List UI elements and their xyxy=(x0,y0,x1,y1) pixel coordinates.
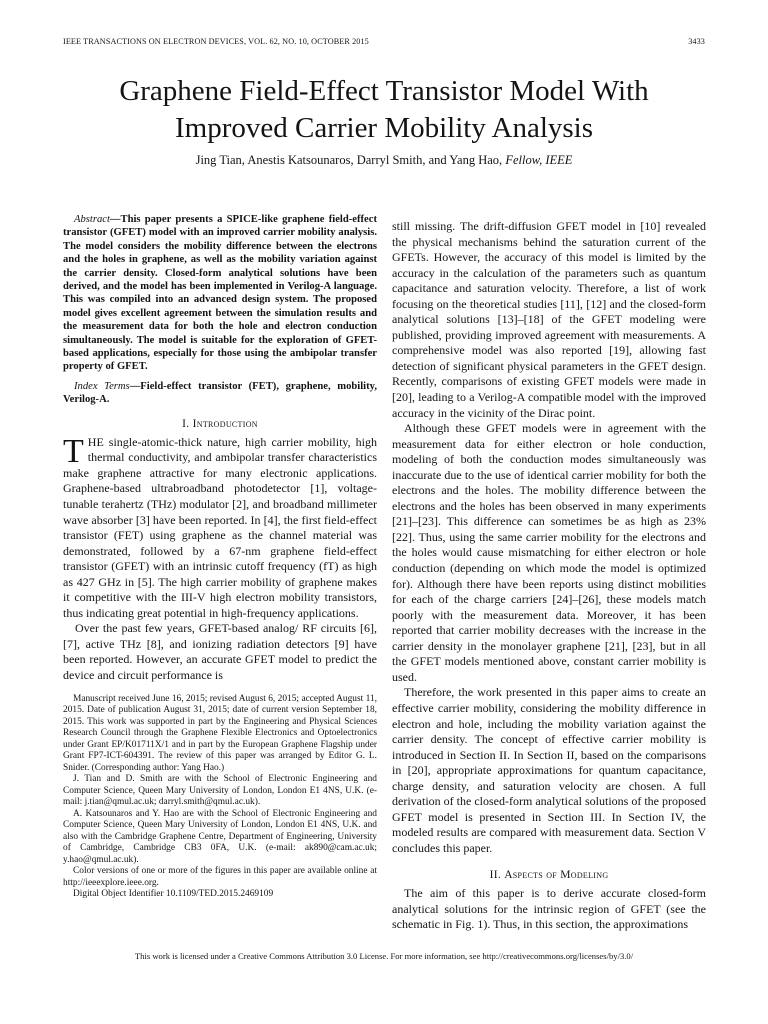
page-number: 3433 xyxy=(688,37,705,46)
section-number: I. xyxy=(182,418,193,431)
footnote-manuscript: Manuscript received June 16, 2015; revised August 6, 2015; accepted August 11, 2015. Date of publication August 31, 2015; date of current version September 18, 2015. This work was supported in part by the Engineering and Physical Sciences Research Council through the Graphene Flexible Electronics and Optoelectronics under Grant EP/K01711X/1 and in part by the European Graphene Flagship under Grant FP7-ICT-604391. The review of this paper was arranged by Editor G. L. Snider. (Corresponding author: Yang Hao.) xyxy=(63,693,377,773)
body-paragraph-1: still missing. The drift-diffusion GFET model in [10] revealed the physical mechanisms behind the saturation current of the GFETs. However, the accuracy of this model is limited by the accuracy in the calculation of the parameters such as quantum capacitance and saturation velocity. Therefore, a list of work focusing on the theoretical studies [11], [12] and the closed-form analytical solutions [13]–[18] of the GFET modeling were published, providing improved agreement with measurements. A comprehensive model was also reported [19], allowing fast detection of significant physical parameters in the GFET design. Recently, comparisons of existing GFET models were made in [20], leading to a Verilog-A compatible model with the improved accuracy in the vicinity of the Dirac point. xyxy=(392,219,706,420)
footnote-color-versions: Color versions of one or more of the figures in this paper are available online at http://ieeexplore.ieee.org. xyxy=(63,866,377,888)
footnote-affiliation-2: A. Katsounaros and Y. Hao are with the School of Electronic Engineering and Computer Science, Queen Mary University of London, London E1 4NS, U.K. and also with the Cambridge Graphene Centre, Department of Engineering, University of Cambridge, Cambridge CB3 0FA, U.K. (e-mail: ak890@cam.ac.uk; y.hao@qmul.ac.uk). xyxy=(63,808,377,865)
footnote-affiliation-1: J. Tian and D. Smith are with the School of Electronic Engineering and Computer Science, Queen Mary University of London, London E1 4NS, U.K. (e-mail: j.tian@qmul.ac.uk; darryl.smith@qmul.ac.uk). xyxy=(63,774,377,808)
section-number: II. xyxy=(489,869,505,882)
intro-first-word: HE xyxy=(87,434,104,449)
section-title: Aspects of Modeling xyxy=(504,869,609,882)
abstract-text: —This paper presents a SPICE-like graphene field-effect transistor (GFET) model with an improved carrier mobility analysis. The model considers the mobility difference between the electrons and the holes in graphene, as well as the mobility variation against the carrier density. Closed-form analytical solutions have been derived, and the model has been implemented in Verilog-A language. This was compiled into an advanced design system. The proposed model gives excellent agreement between the simulation results and the measurement data for both the hole and electron conduction simultaneously. The model is suitable for the exploration of GFET-based applications, especially for those using the ambipolar transfer property of GFET. xyxy=(63,214,377,373)
section-heading-modeling xyxy=(392,868,706,884)
index-terms-lead: Index Terms xyxy=(74,380,130,392)
author-list xyxy=(40,153,728,168)
author-affiliation: Fellow, IEEE xyxy=(505,153,573,167)
footnote-doi: Digital Object Identifier 10.1109/TED.2015.2469109 xyxy=(73,889,274,900)
section-title: Introduction xyxy=(192,418,258,431)
title-line-2: Improved Carrier Mobility Analysis xyxy=(174,112,594,144)
drop-cap: T xyxy=(63,432,84,470)
author-names: Jing Tian, Anestis Katsounaros, Darryl Smith, and Yang Hao, xyxy=(195,153,506,167)
paper-title xyxy=(40,73,728,147)
intro-text-1: single-atomic-thick nature, high carrier mobility, high thermal conductivity, and ambipolar transfer characteristics make graphene attractive for many electronic applications. Graphene-based ultrabroadband photodetector [1], voltage-tunable terahertz (THz) modulator [2], and broadband millimeter wave absorber [3] have been reported. In [4], the first field-effect transistor (FET) using graphene as the channel material was demonstrated, followed by a 67-nm graphene field-effect transistor (GFET) with an intrinsic cutoff frequency (fT) as high as 427 GHz in [5]. The high carrier mobility of graphene makes it competitive with the III-V high electron mobility transistors, thus indicating great potential in high-frequency applications. xyxy=(63,434,377,620)
left-column xyxy=(63,213,377,901)
license-notice: This work is licensed under a Creative Commons Attribution 3.0 License. For more information, see http://creativecommons.org/licenses/by/3.0/ xyxy=(134,951,634,961)
right-column xyxy=(392,219,706,933)
abstract xyxy=(63,213,377,374)
footnotes xyxy=(63,694,377,901)
intro-paragraph-1 xyxy=(63,432,377,622)
body-paragraph-3: Therefore, the work presented in this paper aims to create an effective carrier mobility, considering the mobility difference in electron and hole, including the mobility variation against the carrier density. The concept of effective carrier mobility is introduced in Section II. In Section II, based on the comparisons in [20], appropriate approximations for quantum capacitance, charge density, and saturation velocity are chosen. A full derivation of the closed-form analytical solutions of the proposed GFET model is presented in Section III. In Section IV, the modeled results are compared with measurement data. Section V concludes this paper. xyxy=(392,685,706,855)
index-terms xyxy=(63,380,377,407)
section-heading-introduction xyxy=(63,417,377,433)
index-terms-text: —Field-effect transistor (FET), graphene, mobility, Verilog-A. xyxy=(63,380,377,406)
intro-paragraph-2: Over the past few years, GFET-based analog/ RF circuits [6], [7], active THz [8], and ionizing radiation detectors [9] have been reported. However, an accurate GFET model to predict the device and circuit performance is xyxy=(63,621,377,683)
journal-citation: IEEE TRANSACTIONS ON ELECTRON DEVICES, VOL. 62, NO. 10, OCTOBER 2015 xyxy=(63,37,369,46)
abstract-lead: Abstract xyxy=(74,214,110,225)
body-paragraph-4: The aim of this paper is to derive accurate closed-form analytical solutions for the intrinsic region of GFET (see the schematic in Fig. 1). Thus, in this section, the approximations xyxy=(392,885,706,932)
title-line-1: Graphene Field-Effect Transistor Model With xyxy=(119,75,649,107)
body-paragraph-2: Although these GFET models were in agreement with the measurement data for either electron or hole conduction, modeling of both the conduction modes simultaneously was inaccurate due to the use of identical carrier mobility for both the electrons and the holes. The mobility difference between the electrons and the holes has been observed in many experiments [21]–[23]. This difference can sometimes be as high as 23% [22]. Thus, using the same carrier mobility for the electrons and the holes would cause mismatching for either electron or hole conduction (depending on which mode the model is optimized for). Although there have been reports using distinct mobilities for each of the charge carriers [24]–[26], these models match poorly with the measurement data. Moreover, it has been reported that carrier mobility decreases with the increase in the carrier density in the monolayer graphene [21], [23], but in all the GFET models mentioned above, constant carrier mobility is used. xyxy=(392,421,706,684)
